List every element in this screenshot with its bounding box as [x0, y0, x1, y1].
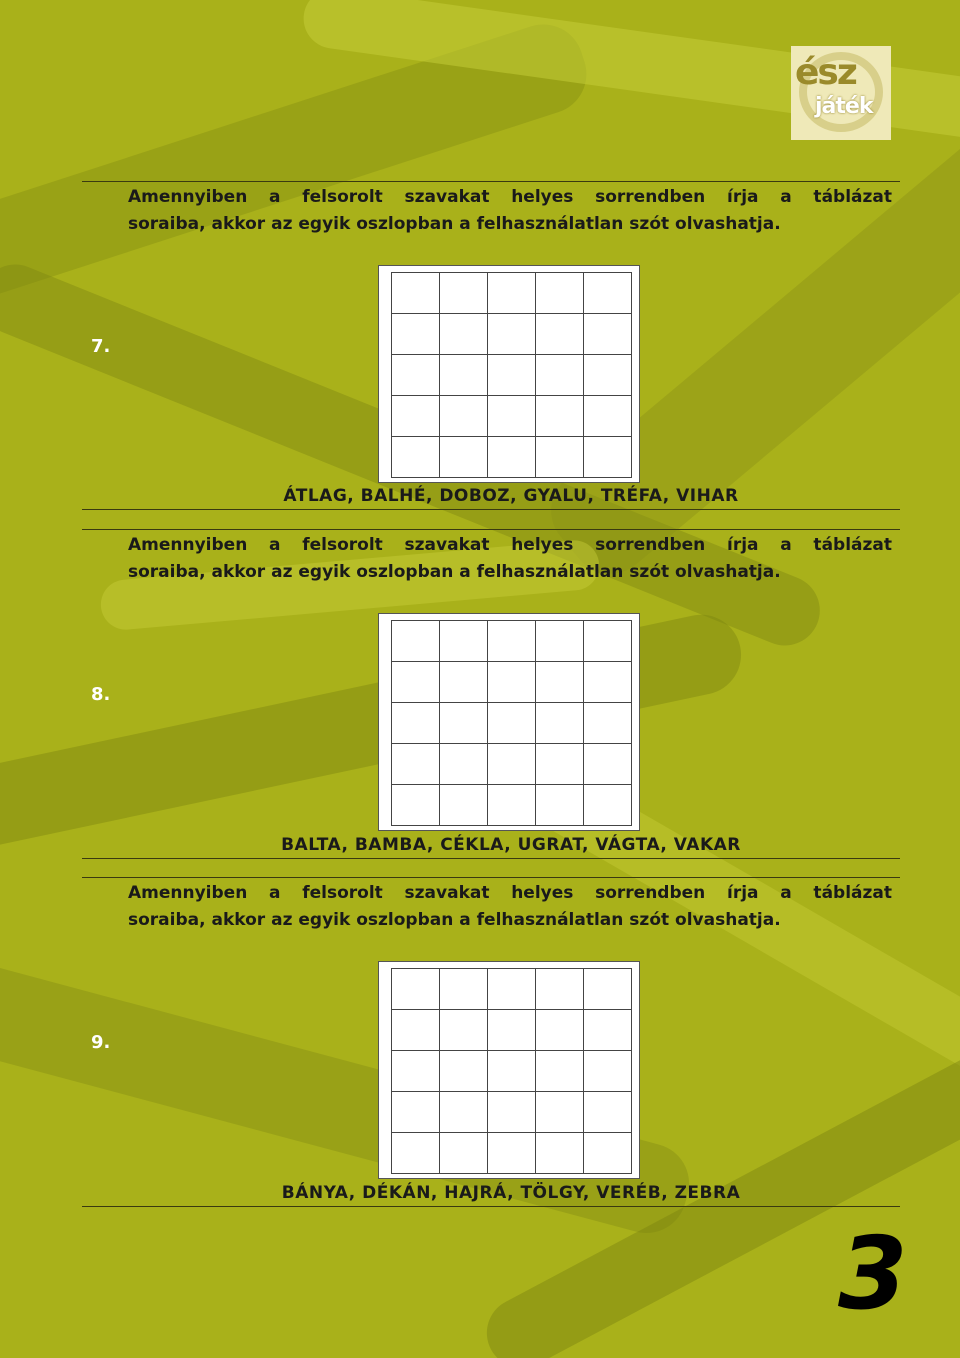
grid-cell[interactable]	[584, 969, 632, 1010]
instruction-line-1: Amennyiben a felsorolt szavakat helyes sorrendben írja a táblázat	[128, 883, 892, 903]
grid-cell[interactable]	[584, 785, 632, 826]
grid-cell[interactable]	[488, 744, 536, 785]
divider	[82, 877, 900, 878]
grid-cell[interactable]	[584, 314, 632, 355]
grid-cell[interactable]	[584, 437, 632, 478]
grid-cell[interactable]	[392, 396, 440, 437]
divider	[82, 509, 900, 510]
grid-cell[interactable]	[488, 969, 536, 1010]
grid-cell[interactable]	[392, 703, 440, 744]
instruction-line-2: soraiba, akkor az egyik oszlopban a felhasználatlan szót olvashatja.	[128, 214, 781, 234]
grid-cell[interactable]	[392, 1051, 440, 1092]
grid-cell[interactable]	[488, 662, 536, 703]
divider	[82, 181, 900, 182]
grid-cell[interactable]	[536, 273, 584, 314]
grid-cell[interactable]	[488, 703, 536, 744]
instruction-line-2: soraiba, akkor az egyik oszlopban a felhasználatlan szót olvashatja.	[128, 562, 781, 582]
instruction-line-1: Amennyiben a felsorolt szavakat helyes sorrendben írja a táblázat	[128, 535, 892, 555]
logo-bottom-text: játék	[815, 94, 873, 119]
instruction-line-1: Amennyiben a felsorolt szavakat helyes sorrendben írja a táblázat	[128, 187, 892, 207]
grid-cell[interactable]	[392, 662, 440, 703]
divider	[82, 529, 900, 530]
grid-cell[interactable]	[488, 785, 536, 826]
grid-cell[interactable]	[488, 1133, 536, 1174]
grid-cell[interactable]	[584, 355, 632, 396]
puzzle-number: 8.	[91, 684, 111, 705]
grid-cell[interactable]	[488, 1051, 536, 1092]
grid-cell[interactable]	[392, 355, 440, 396]
grid-cell[interactable]	[536, 1133, 584, 1174]
puzzle-grid	[391, 272, 632, 478]
grid-cell[interactable]	[488, 396, 536, 437]
word-list: ÁTLAG, BALHÉ, DOBOZ, GYALU, TRÉFA, VIHAR	[283, 486, 739, 506]
grid-cell[interactable]	[440, 1133, 488, 1174]
grid-cell[interactable]	[536, 396, 584, 437]
grid-cell[interactable]	[488, 621, 536, 662]
grid-cell[interactable]	[584, 1092, 632, 1133]
grid-cell[interactable]	[536, 785, 584, 826]
grid-cell[interactable]	[392, 273, 440, 314]
grid-cell[interactable]	[536, 744, 584, 785]
puzzle-grid-frame	[378, 265, 640, 483]
grid-cell[interactable]	[536, 621, 584, 662]
puzzle-grid	[391, 968, 632, 1174]
grid-cell[interactable]	[584, 621, 632, 662]
grid-cell[interactable]	[440, 1092, 488, 1133]
esz-jatek-logo	[791, 46, 891, 140]
word-list: BÁNYA, DÉKÁN, HAJRÁ, TÖLGY, VERÉB, ZEBRA	[281, 1183, 741, 1203]
grid-cell[interactable]	[440, 1010, 488, 1051]
page-number: 3	[838, 1215, 908, 1332]
grid-cell[interactable]	[440, 1051, 488, 1092]
grid-cell[interactable]	[536, 355, 584, 396]
instruction-text	[128, 532, 892, 586]
grid-cell[interactable]	[584, 1010, 632, 1051]
puzzle-grid-frame	[378, 961, 640, 1179]
instruction-text	[128, 184, 892, 238]
grid-cell[interactable]	[392, 621, 440, 662]
word-list: BALTA, BAMBA, CÉKLA, UGRAT, VÁGTA, VAKAR	[281, 835, 741, 855]
grid-cell[interactable]	[392, 785, 440, 826]
grid-cell[interactable]	[440, 969, 488, 1010]
grid-cell[interactable]	[536, 437, 584, 478]
grid-cell[interactable]	[440, 273, 488, 314]
grid-cell[interactable]	[584, 396, 632, 437]
logo-top-text: ész	[795, 52, 856, 93]
puzzle-grid	[391, 620, 632, 826]
puzzle-number: 9.	[91, 1032, 111, 1053]
grid-cell[interactable]	[536, 662, 584, 703]
grid-cell[interactable]	[392, 1010, 440, 1051]
grid-cell[interactable]	[584, 273, 632, 314]
grid-cell[interactable]	[440, 703, 488, 744]
grid-cell[interactable]	[488, 1010, 536, 1051]
puzzle-number: 7.	[91, 336, 111, 357]
grid-cell[interactable]	[440, 744, 488, 785]
grid-cell[interactable]	[392, 314, 440, 355]
grid-cell[interactable]	[440, 621, 488, 662]
grid-cell[interactable]	[488, 437, 536, 478]
divider	[82, 1206, 900, 1207]
grid-cell[interactable]	[392, 1133, 440, 1174]
grid-cell[interactable]	[584, 662, 632, 703]
divider	[82, 858, 900, 859]
grid-cell[interactable]	[440, 355, 488, 396]
puzzle-grid-frame	[378, 613, 640, 831]
grid-cell[interactable]	[392, 744, 440, 785]
grid-cell[interactable]	[488, 355, 536, 396]
grid-cell[interactable]	[536, 969, 584, 1010]
grid-cell[interactable]	[536, 1051, 584, 1092]
grid-cell[interactable]	[392, 437, 440, 478]
grid-cell[interactable]	[584, 1133, 632, 1174]
grid-cell[interactable]	[488, 314, 536, 355]
grid-cell[interactable]	[440, 662, 488, 703]
grid-cell[interactable]	[536, 703, 584, 744]
grid-cell[interactable]	[584, 744, 632, 785]
instruction-text	[128, 880, 892, 934]
grid-cell[interactable]	[392, 1092, 440, 1133]
grid-cell[interactable]	[584, 1051, 632, 1092]
grid-cell[interactable]	[488, 273, 536, 314]
grid-cell[interactable]	[440, 314, 488, 355]
instruction-line-2: soraiba, akkor az egyik oszlopban a felhasználatlan szót olvashatja.	[128, 910, 781, 930]
grid-cell[interactable]	[440, 437, 488, 478]
grid-cell[interactable]	[440, 396, 488, 437]
grid-cell[interactable]	[536, 1092, 584, 1133]
grid-cell[interactable]	[536, 1010, 584, 1051]
grid-cell[interactable]	[536, 314, 584, 355]
grid-cell[interactable]	[584, 703, 632, 744]
grid-cell[interactable]	[392, 969, 440, 1010]
grid-cell[interactable]	[440, 785, 488, 826]
grid-cell[interactable]	[488, 1092, 536, 1133]
